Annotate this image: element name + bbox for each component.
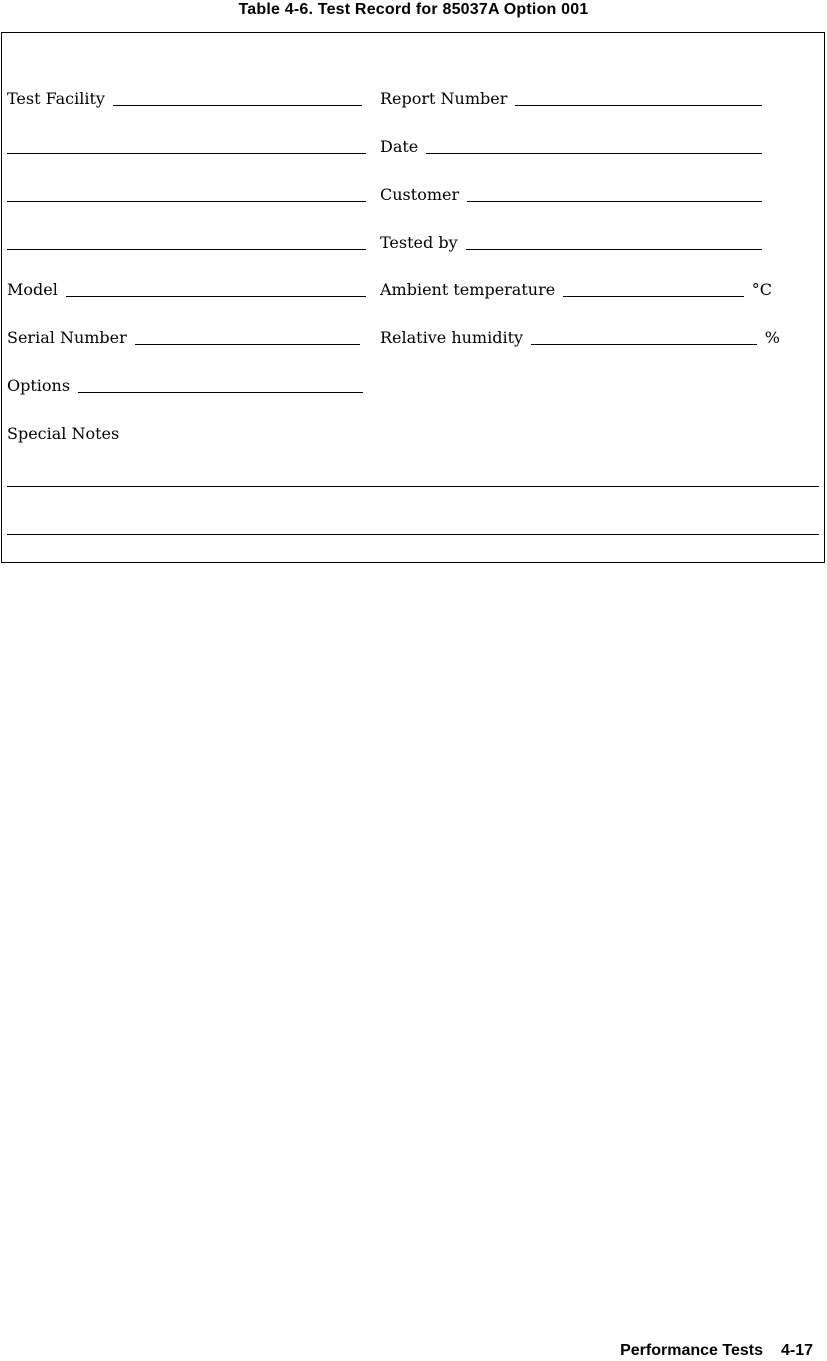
serial-number-blank[interactable] xyxy=(135,328,360,345)
tested-by-label: Tested by xyxy=(380,233,458,252)
report-number-blank[interactable] xyxy=(515,89,762,106)
ambient-temperature-blank[interactable] xyxy=(563,280,744,297)
relative-humidity-label: Relative humidity xyxy=(380,328,524,347)
ambient-temperature-label: Ambient temperature xyxy=(380,280,556,299)
page-footer xyxy=(620,1341,813,1361)
options-blank[interactable] xyxy=(78,376,363,393)
serial-number-field xyxy=(7,328,360,348)
model-label: Model xyxy=(7,280,58,299)
percent-unit: % xyxy=(764,328,780,347)
special-notes-line-2[interactable] xyxy=(7,534,819,535)
special-notes-label: Special Notes xyxy=(7,424,120,443)
facility-address-line-2 xyxy=(7,185,366,205)
date-field xyxy=(380,137,762,157)
customer-blank[interactable] xyxy=(467,185,762,202)
test-facility-label: Test Facility xyxy=(7,89,105,108)
ambient-temperature-field xyxy=(380,280,772,300)
serial-number-label: Serial Number xyxy=(7,328,127,347)
options-field xyxy=(7,376,363,396)
model-blank[interactable] xyxy=(66,280,366,297)
facility-address-line-3 xyxy=(7,233,366,253)
footer-section: Performance Tests xyxy=(620,1342,763,1359)
customer-label: Customer xyxy=(380,185,460,204)
test-facility-field xyxy=(7,89,362,109)
options-label: Options xyxy=(7,376,71,395)
page-number: 4-17 xyxy=(780,1342,813,1359)
tested-by-blank[interactable] xyxy=(466,233,762,250)
special-notes-line-1[interactable] xyxy=(7,486,819,487)
relative-humidity-blank[interactable] xyxy=(531,328,757,345)
celsius-unit: °C xyxy=(751,280,772,299)
date-label: Date xyxy=(380,137,419,156)
special-notes-field xyxy=(7,424,207,444)
facility-address-blank-2[interactable] xyxy=(7,185,366,202)
table-title: Table 4-6. Test Record for 85037A Option 001 xyxy=(238,1,589,18)
facility-address-blank-1[interactable] xyxy=(7,137,366,154)
facility-address-blank-3[interactable] xyxy=(7,233,366,250)
customer-field xyxy=(380,185,762,205)
tested-by-field xyxy=(380,233,762,253)
date-blank[interactable] xyxy=(426,137,762,154)
model-field xyxy=(7,280,366,300)
relative-humidity-field xyxy=(380,328,780,348)
report-number-label: Report Number xyxy=(380,89,508,108)
test-facility-blank[interactable] xyxy=(113,89,362,106)
facility-address-line-1 xyxy=(7,137,366,157)
report-number-field xyxy=(380,89,762,109)
